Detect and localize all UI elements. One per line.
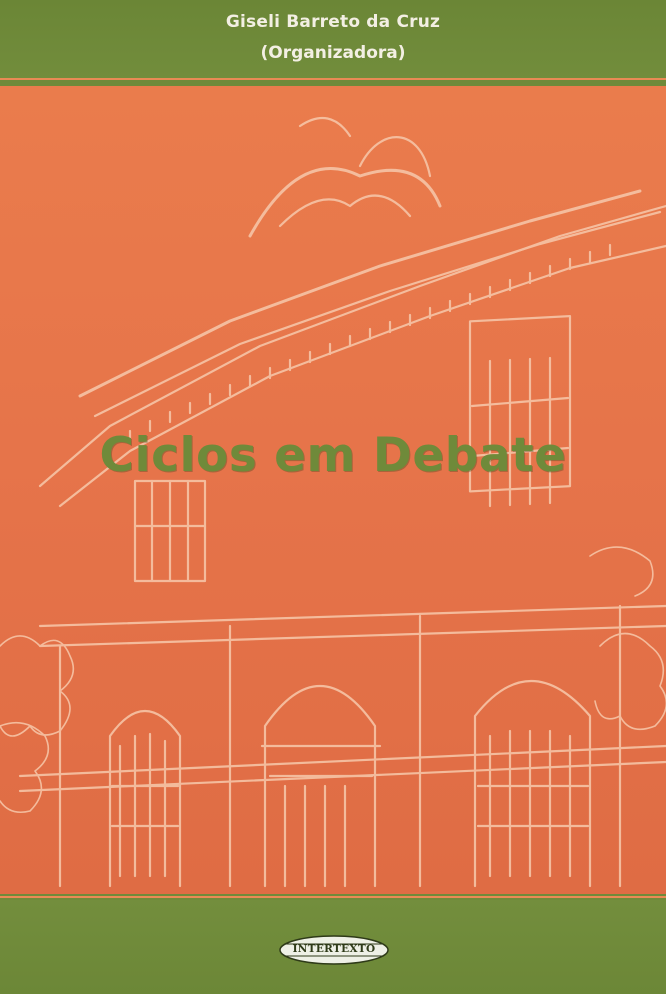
publisher-name: INTERTEXTO (292, 943, 376, 955)
top-divider (0, 78, 666, 80)
author-role: (Organizadora) (260, 43, 406, 63)
publisher-logo (278, 934, 390, 966)
cover-artwork (0, 86, 666, 894)
book-title: Ciclos em Debate (99, 428, 567, 483)
building-facade-illustration (0, 86, 666, 894)
top-band (0, 0, 666, 80)
author-name: Giseli Barreto da Cruz (225, 12, 441, 32)
bottom-divider (0, 896, 666, 898)
